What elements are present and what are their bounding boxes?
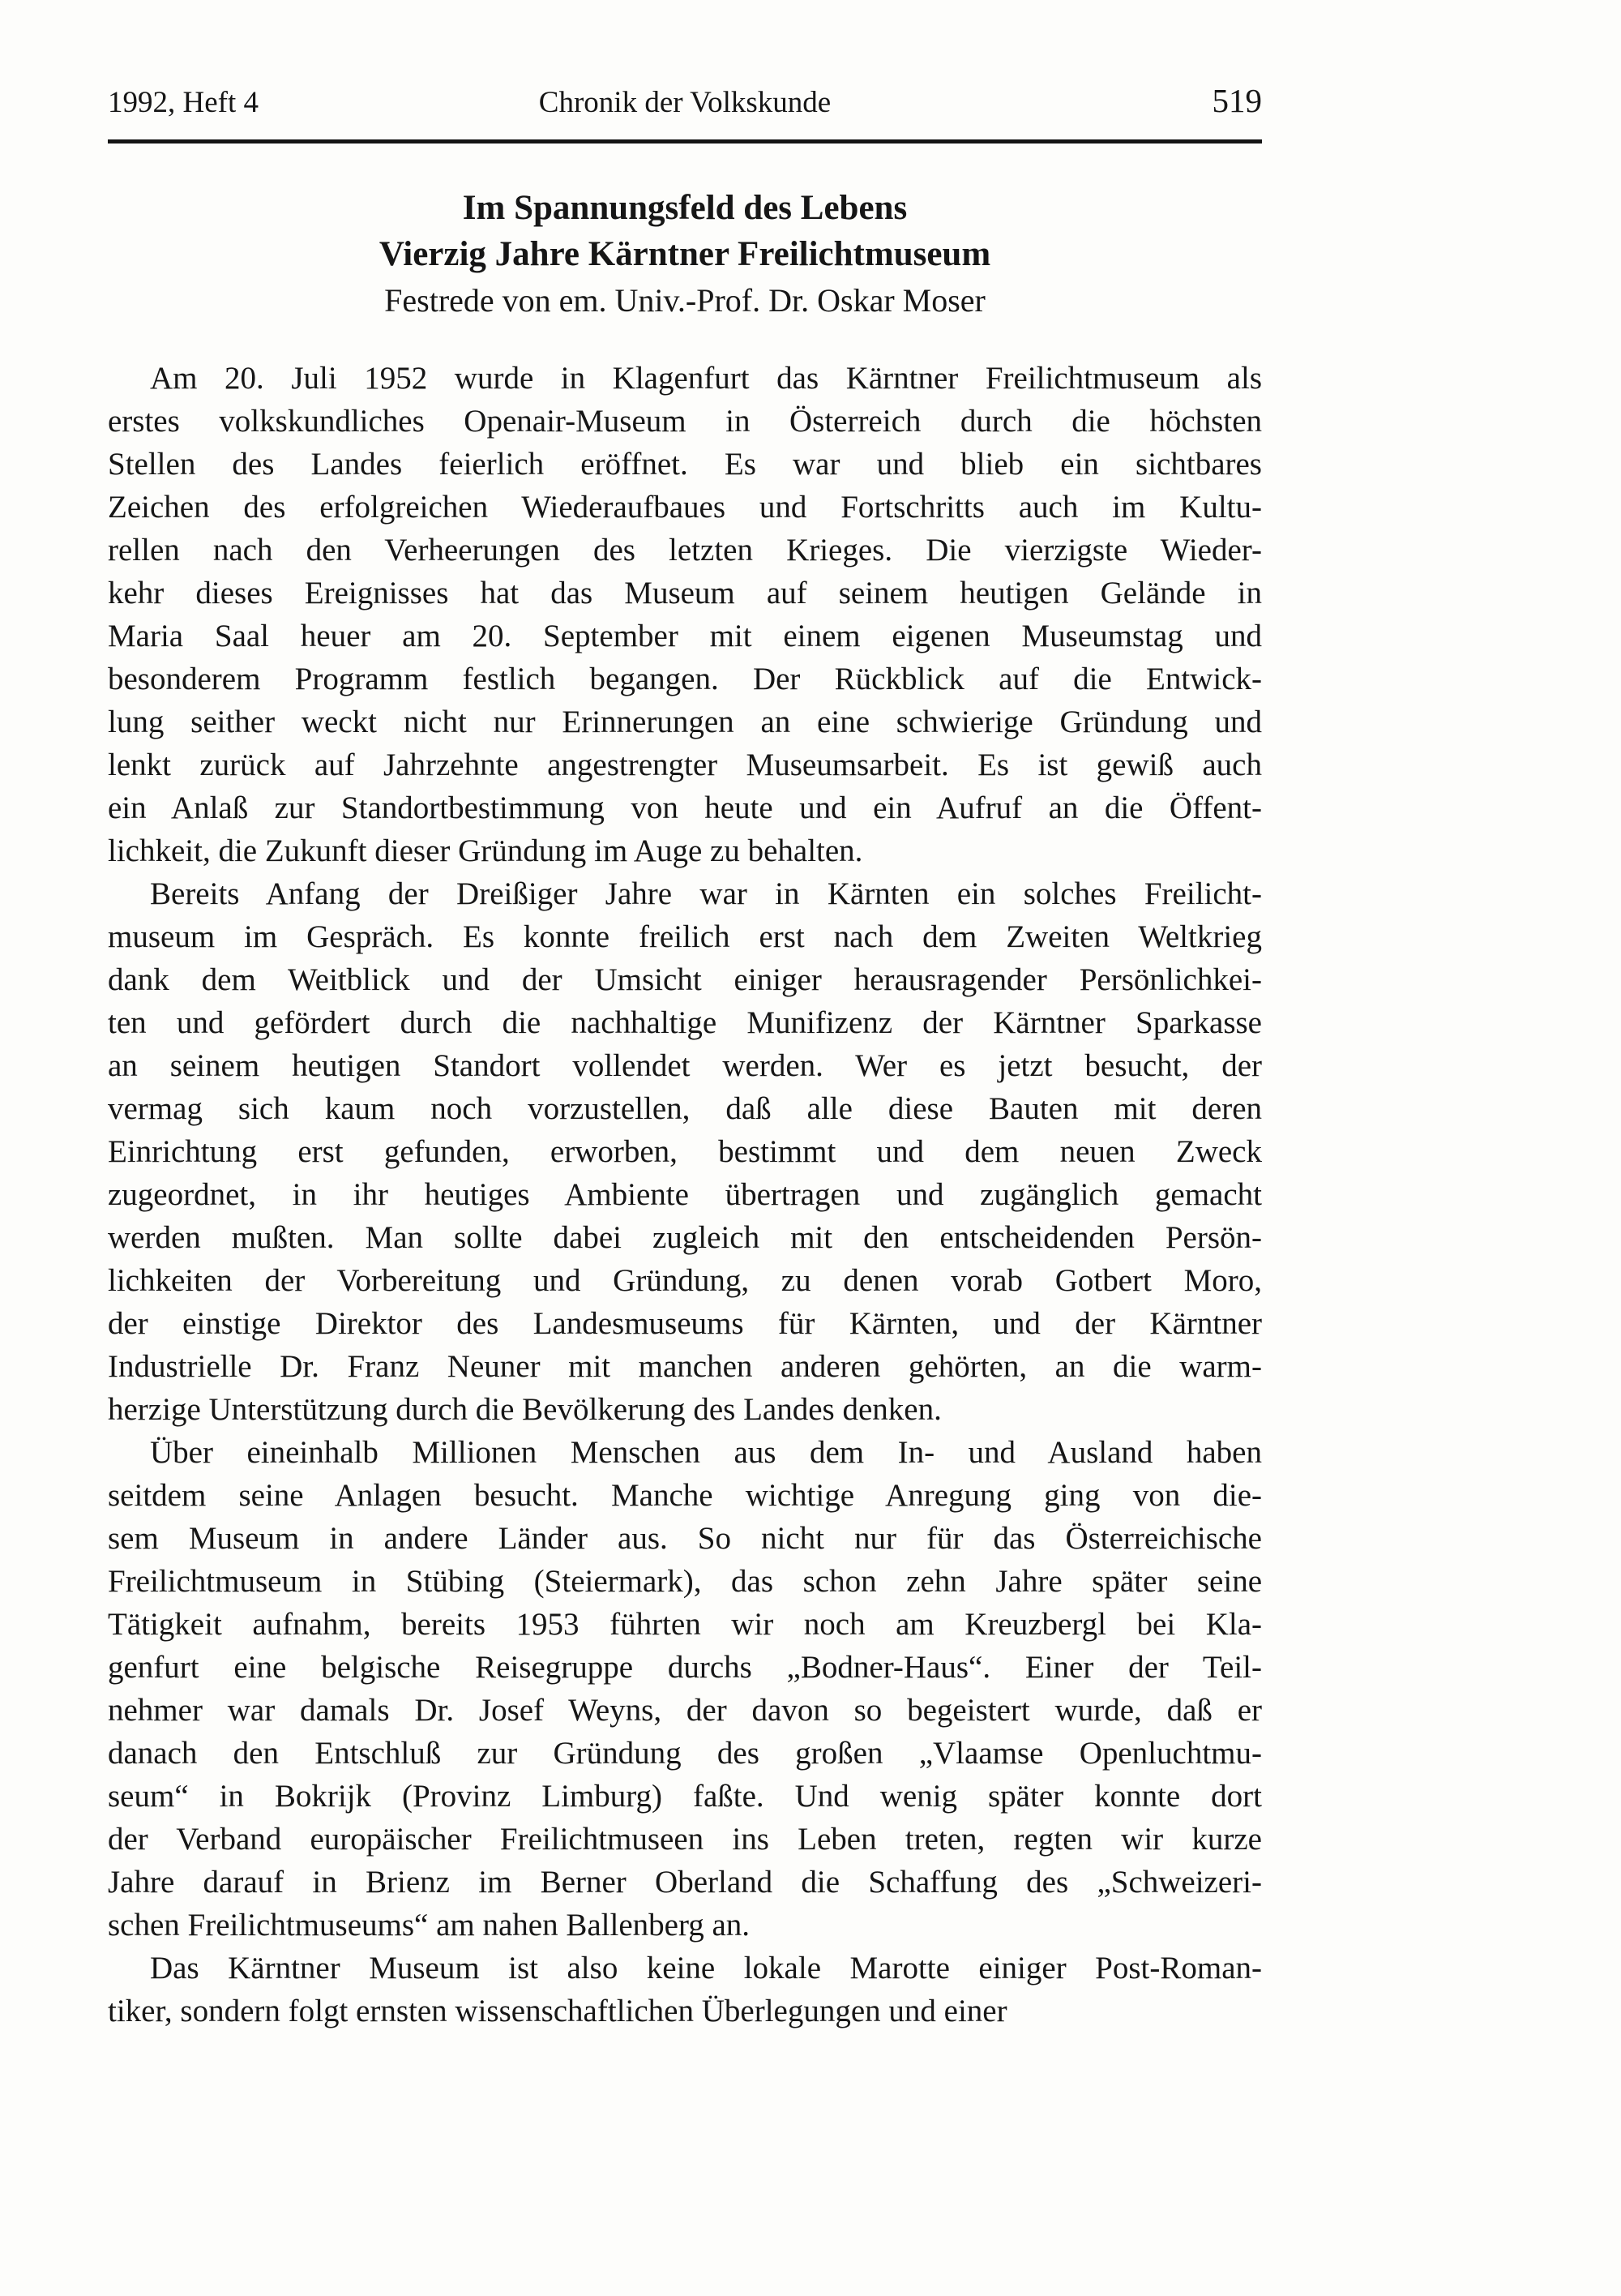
paragraph [108, 1947, 1262, 2033]
text-line: danach den Entschluß zur Gründung des großen „Vlaamse Openluchtmu- [108, 1736, 1262, 1771]
text-line: an seinem heutigen Standort vollendet werden. Wer es jetzt besucht, der [108, 1048, 1262, 1083]
header-issue: 1992, Heft 4 [108, 86, 259, 119]
text-line: lenkt zurück auf Jahrzehnte angestrengter Museumsarbeit. Es ist gewiß auch [108, 747, 1262, 782]
text-line: ten und gefördert durch die nachhaltige Munifizenz der Kärntner Sparkasse [108, 1005, 1262, 1040]
text-line: Einrichtung erst gefunden, erworben, bestimmt und dem neuen Zweck [108, 1134, 1262, 1169]
text-line: Bereits Anfang der Dreißiger Jahre war in Kärnten ein solches Freilicht- [150, 876, 1262, 911]
text-line: lung seither weckt nicht nur Erinnerungen an eine schwierige Gründung und [108, 705, 1262, 739]
text-line: dank dem Weitblick und der Umsicht einiger herausragender Persönlichkei- [108, 962, 1262, 997]
text-line: sem Museum in andere Länder aus. So nicht nur für das Österreichische [108, 1521, 1262, 1556]
text-line: museum im Gespräch. Es konnte freilich erst nach dem Zweiten Weltkrieg [108, 919, 1262, 954]
text-line: rellen nach den Verheerungen des letzten Krieges. Die vierzigste Wieder- [108, 533, 1262, 568]
text-line: tiker, sondern folgt ernsten wissenschaftlichen Überlegungen und einer [108, 1994, 1007, 2028]
text-line: Freilichtmuseum in Stübing (Steiermark), das schon zehn Jahre später seine [108, 1564, 1262, 1599]
header-journal-title: Chronik der Volkskunde [538, 86, 832, 119]
paragraph [108, 872, 1262, 1431]
article-body [108, 357, 1262, 2033]
text-line: kehr dieses Ereignisses hat das Museum auf seinem heutigen Gelände in [108, 576, 1262, 610]
text-line: lichkeit, die Zukunft dieser Gründung im Auge zu behalten. [108, 833, 863, 868]
text-line: Zeichen des erfolgreichen Wiederaufbaues und Fortschritts auch im Kultu- [108, 490, 1262, 525]
text-line: Stellen des Landes feierlich eröffnet. Es war und blieb ein sichtbares [108, 447, 1262, 482]
text-line: zugeordnet, in ihr heutiges Ambiente übertragen und zugänglich gemacht [108, 1177, 1262, 1212]
text-line: vermag sich kaum noch vorzustellen, daß alle diese Bauten mit deren [108, 1091, 1262, 1126]
text-line: genfurt eine belgische Reisegruppe durchs „Bodner-Haus“. Einer der Teil- [108, 1650, 1262, 1685]
article-byline: Festrede von em. Univ.-Prof. Dr. Oskar Moser [384, 282, 986, 319]
text-line: besonderem Programm festlich begangen. Der Rückblick auf die Entwick- [108, 662, 1262, 696]
article-title-block [108, 185, 1262, 323]
header-page-number: 519 [1212, 82, 1263, 119]
header-rule [108, 139, 1262, 144]
text-line: Am 20. Juli 1952 wurde in Klagenfurt das Kärntner Freilichtmuseum als [150, 361, 1262, 396]
page-header [108, 81, 1262, 120]
text-line: der Verband europäischer Freilichtmuseen ins Leben treten, regten wir kurze [108, 1822, 1262, 1857]
text-line: erstes volkskundliches Openair-Museum in Österreich durch die höchsten [108, 404, 1262, 439]
text-line: werden mußten. Man sollte dabei zugleich mit den entscheidenden Persön- [108, 1220, 1262, 1255]
text-line: nehmer war damals Dr. Josef Weyns, der davon so begeistert wurde, daß er [108, 1693, 1262, 1728]
article-subtitle: Vierzig Jahre Kärntner Freilichtmuseum [379, 235, 991, 273]
paragraph [108, 1431, 1262, 1947]
text-line: Tätigkeit aufnahm, bereits 1953 führten wir noch am Kreuzbergl bei Kla- [108, 1607, 1262, 1642]
text-line: Das Kärntner Museum ist also keine lokale Marotte einiger Post-Roman- [150, 1951, 1262, 1985]
text-line: lichkeiten der Vorbereitung und Gründung, zu denen vorab Gotbert Moro, [108, 1263, 1262, 1298]
text-line: ein Anlaß zur Standortbestimmung von heute und ein Aufruf an die Öffent- [108, 790, 1262, 825]
text-line: seum“ in Bokrijk (Provinz Limburg) faßte. Und wenig später konnte dort [108, 1779, 1262, 1814]
text-line: Jahre darauf in Brienz im Berner Oberland die Schaffung des „Schweizeri- [108, 1865, 1262, 1900]
text-line: seitdem seine Anlagen besucht. Manche wichtige Anregung ging von die- [108, 1478, 1262, 1513]
paragraph [108, 357, 1262, 872]
article-title: Im Spannungsfeld des Lebens [462, 189, 908, 227]
text-line: herzige Unterstützung durch die Bevölkerung des Landes denken. [108, 1392, 942, 1427]
text-line: Industrielle Dr. Franz Neuner mit manchen anderen gehörten, an die warm- [108, 1349, 1262, 1384]
text-line: schen Freilichtmuseums“ am nahen Ballenberg an. [108, 1908, 751, 1943]
text-line: Über eineinhalb Millionen Menschen aus dem In- und Ausland haben [150, 1435, 1262, 1470]
text-line: der einstige Direktor des Landesmuseums für Kärnten, und der Kärntner [108, 1306, 1262, 1341]
text-line: Maria Saal heuer am 20. September mit einem eigenen Museumstag und [108, 619, 1262, 653]
